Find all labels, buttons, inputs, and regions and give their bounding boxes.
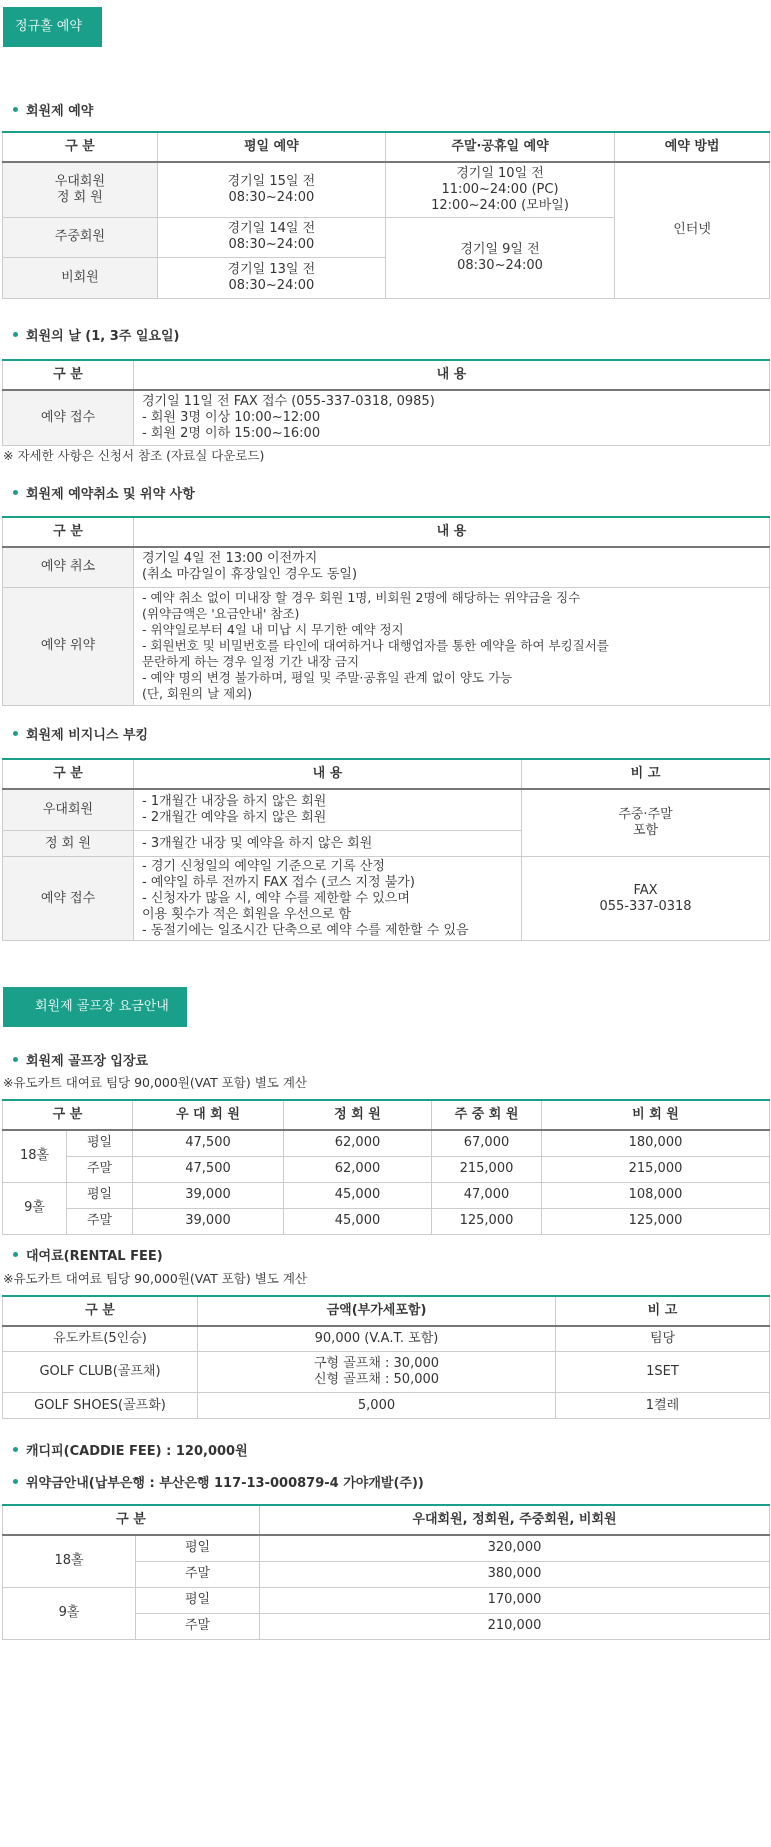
business-booking-table [2, 758, 770, 942]
cell: GOLF CLUB(골프채) [3, 1352, 198, 1393]
col-header: 구 분 [3, 759, 134, 789]
section-title: 위약금안내(납부은행 : 부산은행 117-13-000879-4 가야개발(주)) [0, 1471, 771, 1491]
cancel-penalty-table [2, 516, 770, 706]
cell: 구형 골프채 : 30,000 신형 골프채 : 50,000 [198, 1352, 556, 1393]
cell: 1SET [556, 1352, 770, 1393]
section-title: 회원제 비지니스 부킹 [0, 724, 771, 744]
cell: 평일 [67, 1130, 133, 1156]
cell: 경기일 4일 전 13:00 이전까지 (취소 마감일이 휴장일인 경우도 동일) [134, 547, 770, 587]
cell: 67,000 [432, 1130, 542, 1156]
section-title: 회원제 예약 [0, 99, 771, 119]
cell: 47,500 [133, 1156, 284, 1182]
cell: 39,000 [133, 1182, 284, 1208]
col-header: 내 용 [134, 517, 770, 547]
cell: 유도카트(5인승) [3, 1326, 198, 1352]
row-label: 우대회원 정 회 원 [3, 162, 158, 217]
member-day-table [2, 359, 770, 447]
section-badge-fees: 회원제 골프장 요금안내 [3, 987, 187, 1027]
col-header: 구 분 [3, 1505, 260, 1535]
cell: 180,000 [542, 1130, 770, 1156]
cell: 125,000 [432, 1208, 542, 1234]
cell: 90,000 (V.A.T. 포함) [198, 1326, 556, 1352]
cell: 62,000 [284, 1156, 432, 1182]
col-header: 예약 방법 [615, 132, 770, 162]
cell: 380,000 [260, 1561, 770, 1587]
col-header: 구 분 [3, 517, 134, 547]
cell: 경기일 9일 전 08:30~24:00 [385, 217, 614, 298]
section-title: 회원의 날 (1, 3주 일요일) [0, 325, 771, 345]
cell: 45,000 [284, 1182, 432, 1208]
row-group-label: 9홀 [3, 1587, 136, 1639]
col-header: 우 대 회 원 [133, 1100, 284, 1130]
row-group-label: 9홀 [3, 1182, 67, 1234]
cell: 5,000 [198, 1393, 556, 1419]
cell: 215,000 [432, 1156, 542, 1182]
cell: 경기일 13일 전 08:30~24:00 [157, 257, 385, 298]
col-header: 비 고 [556, 1296, 770, 1326]
col-header: 정 회 원 [284, 1100, 432, 1130]
bullet-icon [13, 1479, 18, 1484]
green-fee-table [2, 1099, 770, 1235]
bullet-icon [13, 332, 18, 337]
col-header: 주말·공휴일 예약 [385, 132, 614, 162]
col-header: 구 분 [3, 1296, 198, 1326]
section-title: 회원제 예약취소 및 위약 사항 [0, 482, 771, 502]
caddie-fee-title: 캐디피(CADDIE FEE) : 120,000원 [0, 1439, 771, 1459]
cell: GOLF SHOES(골프화) [3, 1393, 198, 1419]
rental-fee-table [2, 1295, 770, 1420]
penalty-fee-table [2, 1504, 770, 1640]
cell: 210,000 [260, 1613, 770, 1639]
col-header: 구 분 [3, 132, 158, 162]
cell: 320,000 [260, 1535, 770, 1561]
col-header: 우대회원, 정회원, 주중회원, 비회원 [260, 1505, 770, 1535]
bullet-icon [13, 1447, 18, 1452]
cell: 경기일 10일 전 11:00~24:00 (PC) 12:00~24:00 (모바일) [385, 162, 614, 217]
cell: - 예약 취소 없이 미내장 할 경우 회원 1명, 비회원 2명에 해당하는 위약금을 징수 (위약금액은 '요금안내' 참조) - 위약일로부터 4일 내 미납 시 무기한 예약 정지 - 회원번호 및 비밀번호를 타인에 대여하거나 대행업자를 통한 예약을 하여 부킹질서를 문란하게 하는 경우 일정 기간 내장 금지 - 예약 명의 변경 불가하며, 평일 및 주말·공휴일 관계 없이 양도 가능 (단, 회원의 날 제외) [134, 587, 770, 705]
row-label: 예약 접수 [3, 390, 134, 446]
note-text: ※유도카트 대여료 팀당 90,000원(VAT 포함) 별도 계산 [3, 1075, 307, 1090]
cell: FAX 055-337-0318 [522, 857, 770, 941]
cell: 팀당 [556, 1326, 770, 1352]
section-title: 회원제 골프장 입장료 [0, 1049, 771, 1069]
cell: 주말 [67, 1208, 133, 1234]
cell: 인터넷 [615, 162, 770, 298]
cell: - 3개월간 내장 및 예약을 하지 않은 회원 [134, 831, 522, 857]
section-badge-reservation: 정규홀 예약안내 [3, 7, 102, 47]
row-label: 비회원 [3, 257, 158, 298]
cell: 108,000 [542, 1182, 770, 1208]
row-label: 정 회 원 [3, 831, 134, 857]
cell: 주말 [136, 1613, 260, 1639]
cell: 평일 [136, 1535, 260, 1561]
col-header: 금액(부가세포함) [198, 1296, 556, 1326]
row-label: 주중회원 [3, 217, 158, 257]
col-header: 비 회 원 [542, 1100, 770, 1130]
note-text: ※유도카트 대여료 팀당 90,000원(VAT 포함) 별도 계산 [3, 1270, 307, 1286]
col-header: 주 중 회 원 [432, 1100, 542, 1130]
bullet-icon [13, 731, 18, 736]
col-header: 내 용 [134, 360, 770, 390]
bullet-icon [13, 107, 18, 112]
row-label: 예약 취소 [3, 547, 134, 587]
bullet-icon [13, 1252, 18, 1257]
cell: 주말 [67, 1156, 133, 1182]
cell: 47,000 [432, 1182, 542, 1208]
cell: 주중·주말 포함 [522, 789, 770, 857]
section-title: 대여료(RENTAL FEE) [0, 1245, 771, 1265]
col-header: 구 분 [3, 360, 134, 390]
cell: 평일 [67, 1182, 133, 1208]
cell: 주말 [136, 1561, 260, 1587]
cell: 경기일 14일 전 08:30~24:00 [157, 217, 385, 257]
bullet-icon [13, 1057, 18, 1062]
cell: 62,000 [284, 1130, 432, 1156]
row-label: 예약 위약 [3, 587, 134, 705]
row-label: 우대회원 [3, 789, 134, 831]
cell: 45,000 [284, 1208, 432, 1234]
col-header: 구 분 [3, 1100, 133, 1130]
cell: 평일 [136, 1587, 260, 1613]
bullet-icon [13, 490, 18, 495]
cell: 170,000 [260, 1587, 770, 1613]
cell: 1켤레 [556, 1393, 770, 1419]
cell: 경기일 15일 전 08:30~24:00 [157, 162, 385, 217]
cell: 215,000 [542, 1156, 770, 1182]
col-header: 비 고 [522, 759, 770, 789]
row-group-label: 18홀 [3, 1130, 67, 1182]
cell: - 1개월간 내장을 하지 않은 회원 - 2개월간 예약을 하지 않은 회원 [134, 789, 522, 831]
cell: 39,000 [133, 1208, 284, 1234]
col-header: 평일 예약 [157, 132, 385, 162]
row-label: 예약 접수 [3, 857, 134, 941]
cell: 경기일 11일 전 FAX 접수 (055-337-0318, 0985) - 회원 3명 이상 10:00~12:00 - 회원 2명 이하 15:00~16:00 [134, 390, 770, 446]
cell: - 경기 신청일의 예약일 기준으로 기록 산정 - 예약일 하루 전까지 FAX 접수 (코스 지정 불가) - 신청자가 많을 시, 예약 수를 제한할 수 있으며 이용 횟수가 적은 회원을 우선으로 함 - 동절기에는 일조시간 단축으로 예약 수를 제한할 수 있음 [134, 857, 522, 941]
row-group-label: 18홀 [3, 1535, 136, 1587]
col-header: 내 용 [134, 759, 522, 789]
note-text: ※ 자세한 사항은 신청서 참조 (자료실 다운로드) [3, 448, 265, 463]
cell: 47,500 [133, 1130, 284, 1156]
cell: 125,000 [542, 1208, 770, 1234]
member-reservation-table [2, 131, 770, 299]
